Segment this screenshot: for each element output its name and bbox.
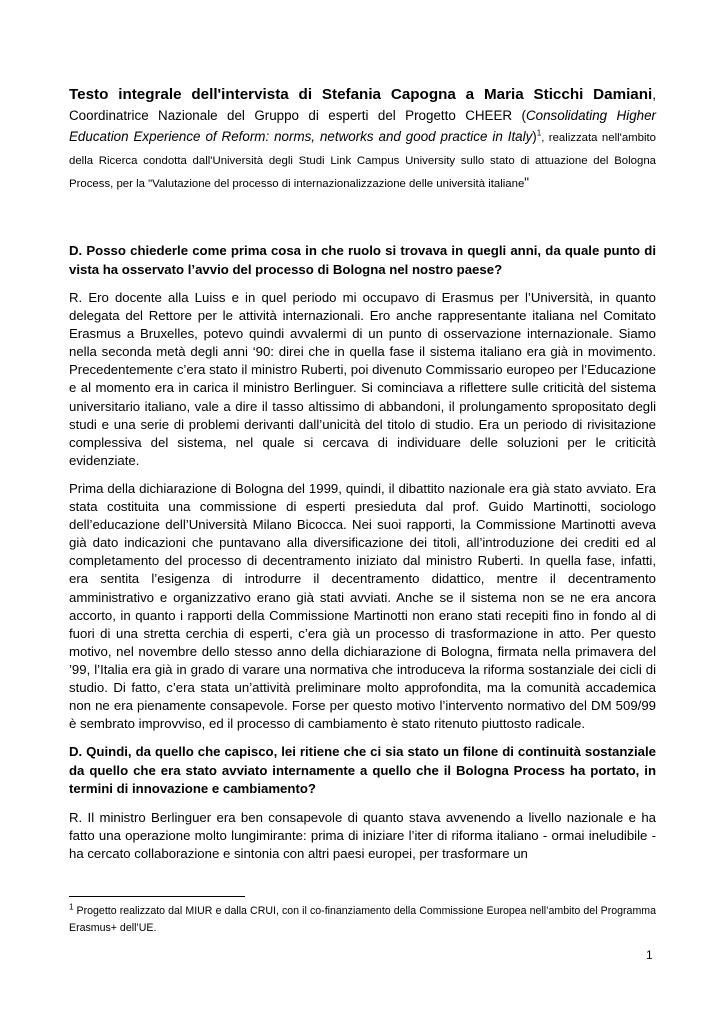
- question-1: D. Posso chiederle come prima cosa in che ruolo si trovava in quegli anni, da quale punto di vista ha osservato l’avvio del processo di Bologna nel nostro paese?: [69, 243, 656, 277]
- header-line2: Coordinatrice Nazionale del Gruppo di esperti del Progetto CHEER (: [69, 108, 526, 123]
- closing-quote: ": [524, 175, 530, 190]
- footnote-separator: [69, 896, 245, 897]
- project-name: Consolidating Higher Education Experience of Reform: norms, networks and good practice in Italy: [69, 108, 656, 144]
- interview-header: [69, 84, 656, 195]
- answer-1-paragraph-2: Prima della dichiarazione di Bologna del 1999, quindi, il dibattito nazionale era già stato avviato. Era stata costituita una commissione di esperti presieduta dal prof. Guido Martinotti, sociologo dell’educazione dell’Università Milano Bicocca. Nei suoi rapporti, la Commissione Martinotti aveva già dato indicazioni che puntavano alla diversificazione dei titoli, all’introduzione dei crediti ed al completamento del processo di decentramento iniziato dal ministro Ruberti. In quella fase, infatti, era sentita l’esigenza di introdurre il decentramento didattico, mentre il decentramento amministrativo e organizzativo erano già stati avviati. Anche se il sistema non se ne era ancora accorto, in quanto i rapporti della Commissione Martinotti non erano stati recepiti fino in fondo al di fuori di una stretta cerchia di esperti, c’era già un processo di trasformazione in atto. Per questo motivo, nel novembre dello stesso anno della dichiarazione di Bologna, firmata nella primavera del ’99, l’Italia era già in grado di varare una normativa che introduceva la riforma sostanziale dei cicli di studio. Di fatto, c’era stata un’attività preliminare molto approfondita, ma la comunità accademica non ne era pienamente consapevole. Forse per questo motivo l’intervento normativo del DM 509/99 è sembrato improvviso, ed il processo di cambiamento è stato ritenuto piuttosto radicale.: [69, 480, 656, 732]
- footnote-text: Progetto realizzato dal MIUR e dalla CRUI, con il co-finanziamento della Commissione Europea nell’ambito del Programma Erasmus+ dell’UE.: [69, 905, 656, 934]
- close-paren: ): [532, 129, 537, 144]
- page-number: 1: [646, 948, 653, 962]
- answer-2: R. Il ministro Berlinguer era ben consapevole di quanto stava avvenendo a livello nazionale e ha fatto una operazione molto lungimirante: prima di iniziare l’iter di riforma italiano - ormai ineludibile - ha cercato collaborazione e sintonia con altri paesi europei, per trasformare un: [69, 809, 656, 861]
- footnote-reference[interactable]: 1: [536, 128, 542, 138]
- answer-1: R. Ero docente alla Luiss e in quel periodo mi occupavo di Erasmus per l’Università, in quanto delegata del Rettore per le attività internazionali. Ero anche rappresentante italiana nel Comitato Erasmus a Bruxelles, potevo quindi avvalermi di un punto di osservazione internazionale. Siamo nella seconda metà degli anni ‘90: direi che in quella fase il sistema italiano era già in movimento. Precedentemente c’era stato il ministro Ruberti, poi divenuto Commissario europeo per l’Educazione e al momento era in carica il ministro Berlinguer. Si cominciava a riflettere sulle criticità del sistema universitario italiano, vale a dire il tasso altissimo di abbandoni, il prolungamento spropositato degli studi e una serie di problemi derivanti dall’unicità del titolo di studio. Era un periodo di rivisitazione complessiva del sistema, nel quale si cercava di individuare delle soluzioni per le criticità evidenziate.: [69, 290, 656, 468]
- page-content: [69, 84, 656, 863]
- title-comma: ,: [652, 87, 656, 102]
- question-2: D. Quindi, da quello che capisco, lei ritiene che ci sia stato un filone di continuità sostanziale da quello che era stato avviato internamente a quello che il Bologna Process ha portato, in termini di innovazione e cambiamento?: [69, 744, 656, 797]
- footnote: [69, 903, 656, 937]
- footnote-number: 1: [69, 902, 74, 912]
- header-description: , realizzata nell'ambito della Ricerca condotta dall'Università degli Studi Link Campus University sullo stato di attuazione del Bologna Process, per la "Valutazione del processo di internazionalizzazione delle università italiane: [69, 132, 657, 190]
- interview-title: Testo integrale dell'intervista di Stefania Capogna a Maria Sticchi Damiani: [69, 86, 653, 103]
